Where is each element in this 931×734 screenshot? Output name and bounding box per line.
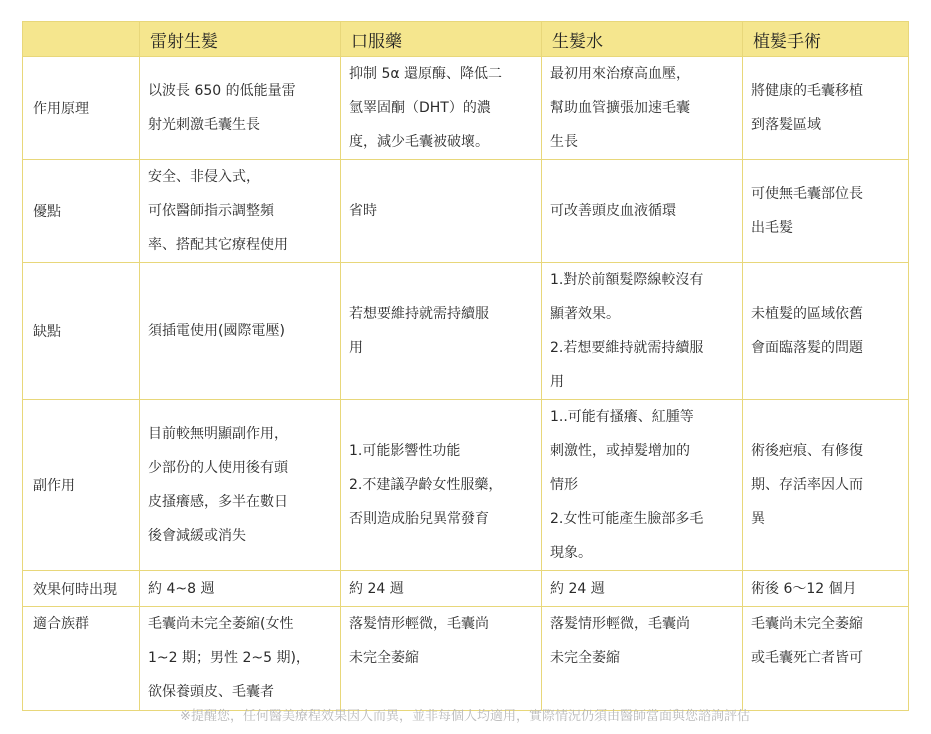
table-cell [140, 160, 341, 263]
row-label-advantages: 優點 [23, 160, 140, 263]
table-row [23, 57, 909, 160]
table-cell [341, 571, 542, 607]
table-cell [743, 571, 909, 607]
table-cell [542, 57, 743, 160]
row-label-effect-time: 效果何時出現 [23, 571, 140, 607]
cell-text: 術後疤痕、有修復 期、存活率因人而 異 [751, 443, 863, 527]
row-label-side-effects: 副作用 [23, 400, 140, 571]
header-laser: 雷射生髮 [140, 22, 341, 57]
table-cell [341, 160, 542, 263]
disclaimer-note: ※提醒您，任何醫美療程效果因人而異，並非每個人均適用，實際情況仍須由醫師當面與您諮詢評估 [180, 709, 750, 724]
table-row [23, 571, 909, 607]
table-cell [542, 400, 743, 571]
cell-text: 毛囊尚未完全萎縮 或毛囊死亡者皆可 [751, 616, 863, 666]
cell-text: 抑制 5α 還原酶、降低二 氫睪固酮（DHT）的濃 度，減少毛囊被破壞。 [349, 66, 503, 150]
table-row [23, 160, 909, 263]
cell-text: 毛囊尚未完全萎縮(女性 1~2 期；男性 2~5 期)， 欲保養頭皮、毛囊者 [148, 616, 310, 700]
cell-text: 1.可能影響性功能 2.不建議孕齡女性服藥， 否則造成胎兒異常發育 [349, 443, 503, 527]
cell-text: 安全、非侵入式， 可依醫師指示調整頻 率、搭配其它療程使用 [148, 169, 288, 253]
cell-text: 目前較無明顯副作用， 少部份的人使用後有頭 皮搔癢感，多半在數日 後會減緩或消失 [148, 426, 288, 544]
table-cell [743, 160, 909, 263]
cell-text: 術後 6～12 個月 [751, 580, 857, 597]
table-cell [341, 400, 542, 571]
header-row [23, 22, 909, 57]
cell-text: 可使無毛囊部位長 出毛髮 [751, 186, 863, 236]
table-cell [542, 571, 743, 607]
cell-text: 1..可能有搔癢、紅腫等 刺激性，或掉髮增加的 情形 2.女性可能產生臉部多毛 現象。 [550, 409, 704, 561]
table-row [23, 263, 909, 400]
cell-text: 約 24 週 [550, 580, 605, 597]
table-row [23, 400, 909, 571]
table-cell [341, 263, 542, 400]
table-cell [140, 607, 341, 711]
cell-text: 1.對於前額髮際線較沒有 顯著效果。 2.若想要維持就需持續服 用 [550, 272, 704, 390]
table-cell [542, 160, 743, 263]
table-cell [743, 263, 909, 400]
header-hair-tonic: 生髮水 [542, 22, 743, 57]
cell-text: 以波長 650 的低能量雷 射光刺激毛囊生長 [148, 83, 296, 133]
cell-text: 落髮情形輕微，毛囊尚 未完全萎縮 [349, 616, 489, 666]
row-label-disadvantages: 缺點 [23, 263, 140, 400]
row-label-suitable-group: 適合族群 [23, 607, 140, 711]
cell-text: 未植髮的區域依舊 會面臨落髮的問題 [751, 306, 863, 356]
row-label-mechanism: 作用原理 [23, 57, 140, 160]
cell-text: 若想要維持就需持續服 用 [349, 306, 489, 356]
cell-text: 將健康的毛囊移植 到落髮區域 [751, 83, 863, 133]
header-transplant: 植髮手術 [743, 22, 909, 57]
table-cell [743, 607, 909, 711]
cell-text: 約 4~8 週 [148, 580, 215, 597]
cell-text: 可改善頭皮血液循環 [550, 203, 676, 219]
table-cell [341, 607, 542, 711]
cell-text: 省時 [349, 203, 377, 219]
table-cell [743, 400, 909, 571]
table-cell [140, 400, 341, 571]
cell-text: 須插電使用(國際電壓) [148, 323, 285, 339]
header-corner [23, 22, 140, 57]
table-cell [140, 571, 341, 607]
table-row [23, 607, 909, 711]
table-cell [743, 57, 909, 160]
cell-text: 落髮情形輕微，毛囊尚 未完全萎縮 [550, 616, 690, 666]
table-cell [341, 57, 542, 160]
table-cell [140, 263, 341, 400]
table-cell [140, 57, 341, 160]
table-cell [542, 263, 743, 400]
cell-text: 約 24 週 [349, 580, 404, 597]
cell-text: 最初用來治療高血壓， 幫助血管擴張加速毛囊 生長 [550, 66, 690, 150]
table-cell [542, 607, 743, 711]
comparison-table [22, 21, 909, 711]
header-oral-medicine: 口服藥 [341, 22, 542, 57]
